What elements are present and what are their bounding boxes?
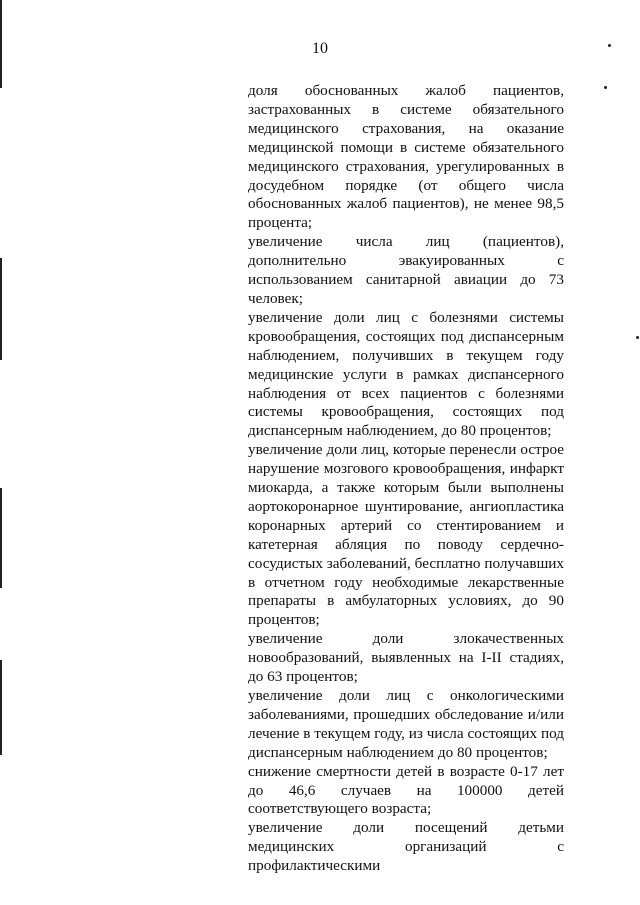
paragraph: доля обоснованных жалоб пациентов, застрахованных в системе обязательного медицинского страхования, на оказание медицинской помощи в системе обязательного медицинского страхования, урегулированных в досудебном порядке (от общего числа обоснованных жалоб пациентов), не менее 98,5 процента; [248, 82, 564, 232]
scan-edge-mark-middle [0, 258, 2, 360]
scan-edge-mark-lower [0, 488, 2, 588]
page-number: 10 [312, 40, 328, 57]
paragraph: снижение смертности детей в возрасте 0-17 лет до 46,6 случаев на 100000 детей соответствующего возраста; [248, 762, 564, 818]
paragraph: увеличение доли злокачественных новообразований, выявленных на I-II стадиях, до 63 процентов; [248, 630, 564, 686]
document-body [248, 82, 564, 876]
scan-speck [604, 86, 607, 89]
paragraph: увеличение числа лиц (пациентов), дополнительно эвакуированных с использованием санитарной авиации до 73 человек; [248, 233, 564, 307]
scan-edge-mark-bottom [0, 660, 2, 755]
paragraph: увеличение доли лиц, которые перенесли острое нарушение мозгового кровообращения, инфаркт миокарда, а также которым были выполнены аортокоронарное шунтирование, ангиопластика коронарных артерий со стентированием и катетерная абляция по поводу сердечно-сосудистых заболеваний, бесплатно получавших в отчетном году необходимые лекарственные препараты в амбулаторных условиях, до 90 процентов; [248, 441, 564, 629]
paragraph: увеличение доли лиц с болезнями системы кровообращения, состоящих под диспансерным наблюдением, получивших в текущем году медицинские услуги в рамках диспансерного наблюдения от всех пациентов с болезнями системы кровообращения, состоящих под диспансерным наблюдением, до 80 процентов; [248, 308, 564, 440]
paragraph: увеличение доли посещений детьми медицинских организаций с профилактическими [248, 819, 564, 875]
paragraph: увеличение доли лиц с онкологическими заболеваниями, прошедших обследование и/или лечение в текущем году, из числа состоящих под диспансерным наблюдением до 80 процентов; [248, 687, 564, 761]
scan-speck [636, 336, 639, 339]
